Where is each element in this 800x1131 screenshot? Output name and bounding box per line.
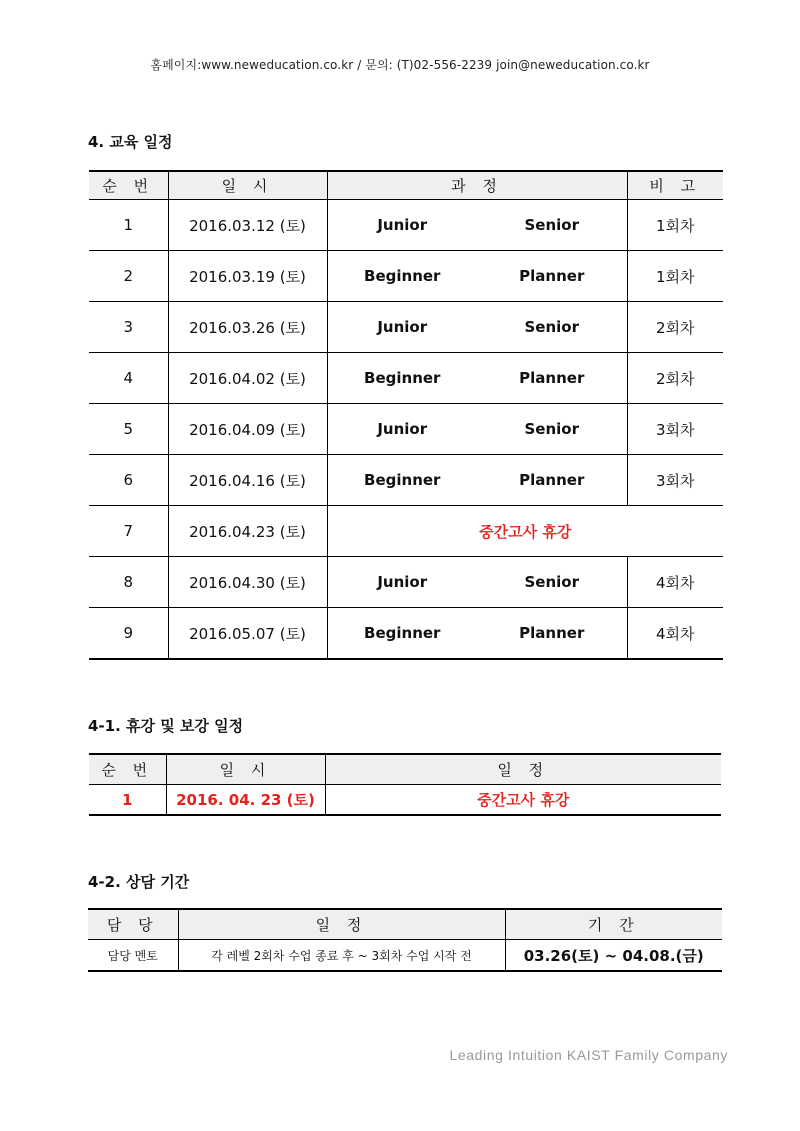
course-a: Junior <box>377 216 428 234</box>
holiday-notice: 중간고사 휴강 <box>327 506 723 557</box>
course-b: Senior <box>524 573 579 591</box>
row-schedule: 중간고사 휴강 <box>325 785 721 816</box>
holiday-table <box>89 753 721 816</box>
row-number: 6 <box>89 455 168 506</box>
row-date: 2016.03.12 (토) <box>168 200 327 251</box>
course-b: Planner <box>519 624 585 642</box>
table-row <box>89 251 723 302</box>
row-note: 3회차 <box>627 404 723 455</box>
course-a: Junior <box>377 420 428 438</box>
column-header-schedule: 일 정 <box>178 909 505 940</box>
row-number: 2 <box>89 251 168 302</box>
row-period: 03.26(토) ~ 04.08.(금) <box>505 940 722 972</box>
table-row <box>89 302 723 353</box>
row-date: 2016.04.23 (토) <box>168 506 327 557</box>
section-title-schedule: 4. 교육 일정 <box>88 133 173 151</box>
row-date: 2016.04.30 (토) <box>168 557 327 608</box>
course-a: Beginner <box>364 369 441 387</box>
row-number: 1 <box>89 200 168 251</box>
consultation-table <box>88 908 722 972</box>
row-number: 5 <box>89 404 168 455</box>
column-header-course: 과 정 <box>327 171 627 200</box>
row-note: 1회차 <box>627 200 723 251</box>
column-header-schedule: 일 정 <box>325 754 721 785</box>
section-title-holiday: 4-1. 휴강 및 보강 일정 <box>88 717 244 735</box>
row-number: 9 <box>123 624 134 642</box>
row-number: 8 <box>89 557 168 608</box>
section-title-consultation: 4-2. 상담 기간 <box>88 873 190 891</box>
course-a: Beginner <box>364 267 441 285</box>
table-row <box>88 940 722 972</box>
column-header-date: 일 시 <box>168 171 327 200</box>
row-number: 1 <box>122 790 133 809</box>
row-date: 2016.04.16 (토) <box>168 455 327 506</box>
column-header-number: 순 번 <box>89 754 166 785</box>
row-note: 2회차 <box>627 353 723 404</box>
course-b: Planner <box>519 471 585 489</box>
row-owner: 담당 멘토 <box>107 948 158 963</box>
table-row <box>89 404 723 455</box>
row-schedule: 각 레벨 2회차 수업 종료 후 ~ 3회차 수업 시작 전 <box>178 940 505 972</box>
row-course <box>327 608 627 660</box>
row-course <box>327 404 627 455</box>
row-course <box>327 251 627 302</box>
table-row <box>89 557 723 608</box>
table-row <box>89 455 723 506</box>
row-date: 2016.05.07 (토) <box>168 608 327 660</box>
table-row <box>89 353 723 404</box>
row-note: 3회차 <box>627 455 723 506</box>
row-number: 3 <box>89 302 168 353</box>
table-header-row <box>89 754 721 785</box>
row-course <box>327 455 627 506</box>
table-row <box>89 200 723 251</box>
table-row <box>89 506 723 557</box>
course-b: Planner <box>519 267 585 285</box>
table-header-row <box>89 171 723 200</box>
row-note: 1회차 <box>627 251 723 302</box>
row-number: 4 <box>89 353 168 404</box>
course-a: Junior <box>377 318 428 336</box>
course-a: Beginner <box>364 471 441 489</box>
table-row <box>89 608 723 660</box>
course-b: Planner <box>519 369 585 387</box>
row-note: 4회차 <box>627 557 723 608</box>
course-b: Senior <box>524 318 579 336</box>
course-a: Junior <box>377 573 428 591</box>
column-header-number: 순 번 <box>89 171 168 200</box>
row-note: 2회차 <box>627 302 723 353</box>
row-date: 2016.03.19 (토) <box>168 251 327 302</box>
table-header-row <box>88 909 722 940</box>
course-b: Senior <box>524 216 579 234</box>
page-header-contact: 홈페이지:www.neweducation.co.kr / 문의: (T)02-556-2239 join@neweducation.co.kr <box>150 58 650 72</box>
column-header-period: 기 간 <box>505 909 722 940</box>
table-row <box>89 785 721 816</box>
row-date: 2016.03.26 (토) <box>168 302 327 353</box>
course-b: Senior <box>524 420 579 438</box>
column-header-owner: 담 당 <box>88 909 178 940</box>
row-course <box>327 557 627 608</box>
row-course <box>327 353 627 404</box>
row-date: 2016.04.09 (토) <box>168 404 327 455</box>
schedule-table <box>89 170 723 660</box>
row-date: 2016. 04. 23 (토) <box>166 785 325 816</box>
row-note: 4회차 <box>627 608 723 660</box>
row-course <box>327 200 627 251</box>
column-header-date: 일 시 <box>166 754 325 785</box>
column-header-note: 비 고 <box>627 171 723 200</box>
row-date: 2016.04.02 (토) <box>168 353 327 404</box>
footer-tagline: Leading Intuition KAIST Family Company <box>449 1047 728 1063</box>
row-number: 7 <box>89 506 168 557</box>
course-a: Beginner <box>364 624 441 642</box>
row-course <box>327 302 627 353</box>
